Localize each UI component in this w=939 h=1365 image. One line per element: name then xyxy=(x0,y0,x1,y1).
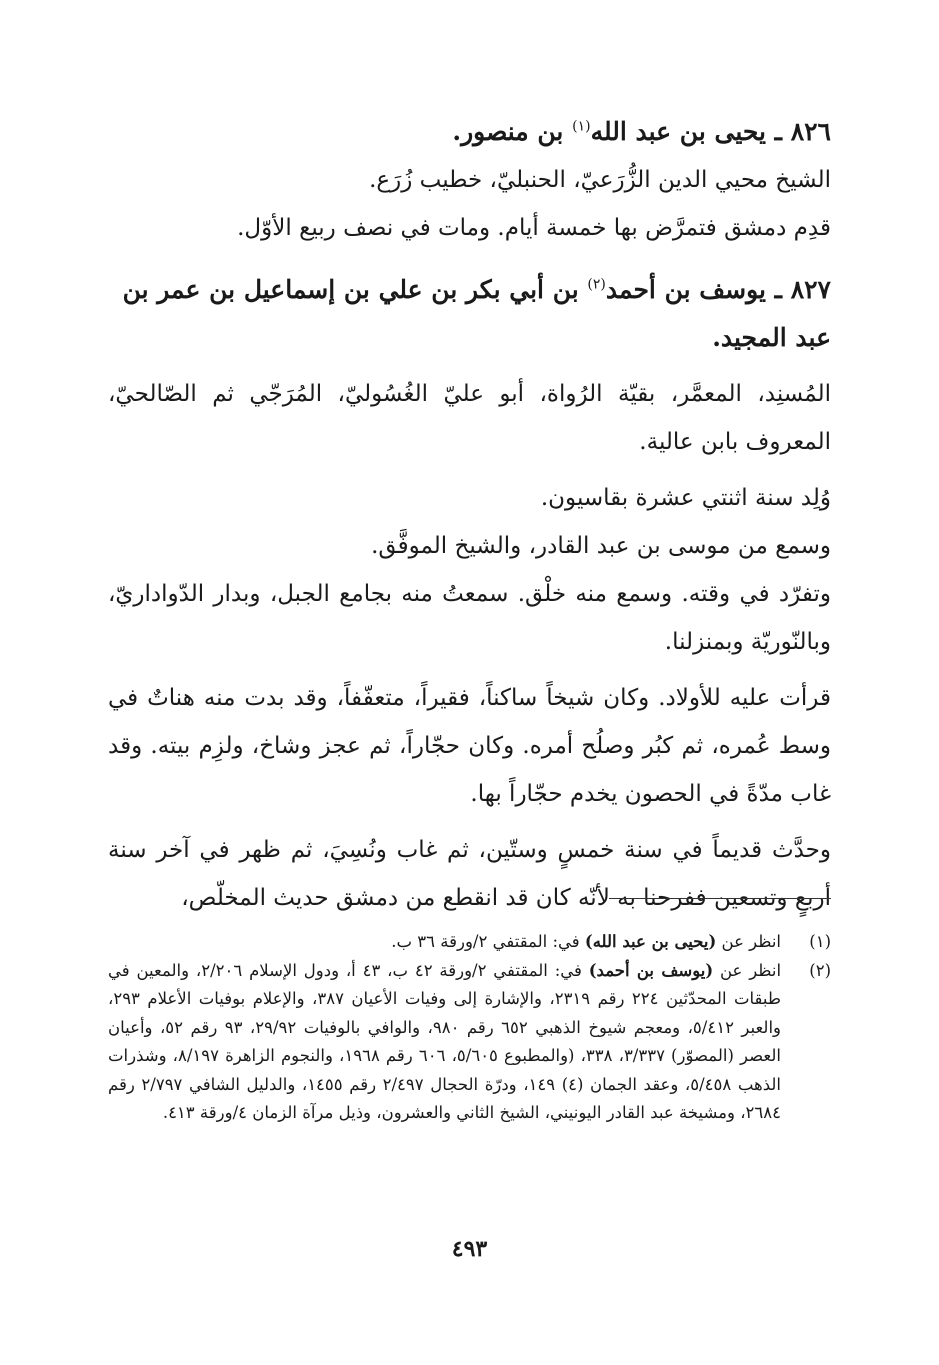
footnote-ref-1: (١) xyxy=(572,118,591,135)
footnote-2 xyxy=(108,957,831,1128)
footnote-prefix: انظر عن xyxy=(719,960,782,980)
footnote-number: (٢) xyxy=(809,960,831,980)
entry-826-line: الشيخ محيي الدين الزُّرَعيّ، الحنبليّ، خطيب زُرَع. xyxy=(369,167,831,193)
entry-827-name: ٨٢٧ ـ يوسف بن أحمد xyxy=(605,275,831,304)
footnote-text xyxy=(108,928,781,957)
entry-827-paragraph: قرأت عليه للأولاد. وكان شيخاً ساكناً، فقيراً، متعفّفاً، وقد بدت منه هناتٌ في وسط عُمره، ثم كبُر وصلُح أمره. وكان حجّاراً، ثم عجز وشاخ، ولزِم بيته. وقد غاب مدّةً في الحصون يخدم حجّاراً بها. xyxy=(108,685,831,807)
footnote-number: (١) xyxy=(809,932,831,951)
entry-826-line: قدِم دمشق فتمرَّض بها خمسة أيام. ومات في نصف ربيع الأوّل. xyxy=(237,215,831,241)
footnotes xyxy=(108,928,831,1128)
entry-827-paragraph: وتفرّد في وقته. وسمع منه خلْق. سمعتُ منه بجامع الجبل، وبدار الدّواداريّ، وبالنّوريّة وبمنزلنا. xyxy=(108,581,831,655)
entry-826-name: ٨٢٦ ـ يحيى بن عبد الله xyxy=(590,117,831,146)
entry-827-paragraph: وُلِد سنة اثنتي عشرة بقاسيون. xyxy=(540,485,831,511)
main-text xyxy=(108,108,831,922)
footnote-text xyxy=(108,957,781,1128)
footnote-prefix: انظر عن xyxy=(721,932,781,951)
entry-827-paragraph: وسمع من موسى بن عبد القادر، والشيخ الموفَّق. xyxy=(371,533,831,559)
entry-826-name-tail: بن منصور. xyxy=(452,117,564,146)
entry-827-paragraph: وحدَّث قديماً في سنة خمسٍ وستّين، ثم غاب ونُسِيَ، ثم ظهر في آخر سنة أربعٍ وتسعين ففرحنا به لأنّه كان قد انقطع من دمشق حديث المخلّص، xyxy=(108,837,831,911)
entry-826-heading xyxy=(108,108,831,156)
page-number: ٤٩٣ xyxy=(451,1236,488,1262)
entry-827-heading xyxy=(108,266,831,362)
footnote-body: في: المقتفي ٢/ورقة ٣٦ ب. xyxy=(391,932,580,951)
footnote-separator xyxy=(609,898,831,899)
footnote-1 xyxy=(108,928,831,957)
entry-827-name-tail: بن أبي بكر بن علي بن إسماعيل بن عمر بن عبد المجيد. xyxy=(122,275,831,352)
entry-827-paragraph: المُسنِد، المعمَّر، بقيّة الرُواة، أبو عليّ الغُسُوليّ، المُرَجّي ثم الصّالحيّ، المعروف بابن عالية. xyxy=(108,381,831,455)
footnote-subject: (يوسف بن أحمد) xyxy=(588,960,714,980)
footnote-ref-2: (٢) xyxy=(587,276,606,293)
footnote-subject: (يحيى بن عبد الله) xyxy=(584,932,717,951)
footnote-body: في: المقتفي ٢/ورقة ٤٢ ب، ٤٣ أ، ودول الإسلام ٢/٢٠٦، والمعين في طبقات المحدّثين ٢٢٤ رقم ٢٣١٩، والإشارة إلى وفيات الأعيان ٣٨٧، والإعلام بوفيات الأعلام ٢٩٣، والعبر ٥/٤١٢، ومعجم شيوخ الذهبي ٦٥٢ رقم ٩٨٠، والوافي بالوفيات ٢٩/٩٢، ٩٣ رقم ٥٢، وأعيان العصر (المصوّر) ٣/٣٣٧، ٣٣٨، (والمطبوع ٥/٦٠٥، ٦٠٦ رقم ١٩٦٨، والنجوم الزاهرة ٨/١٩٧، وشذرات الذهب ٥/٤٥٨، وعقد الجمان (٤) ١٤٩، ودرّة الحجال ٢/٤٩٧ رقم ١٤٥٥، والدليل الشافي ٢/٧٩٧ رقم ٢٦٨٤، ومشيخة عبد القادر اليونيني، الشيخ الثاني والعشرون، وذيل مرآة الزمان ٤/ورقة ٤١٣. xyxy=(108,960,782,1122)
